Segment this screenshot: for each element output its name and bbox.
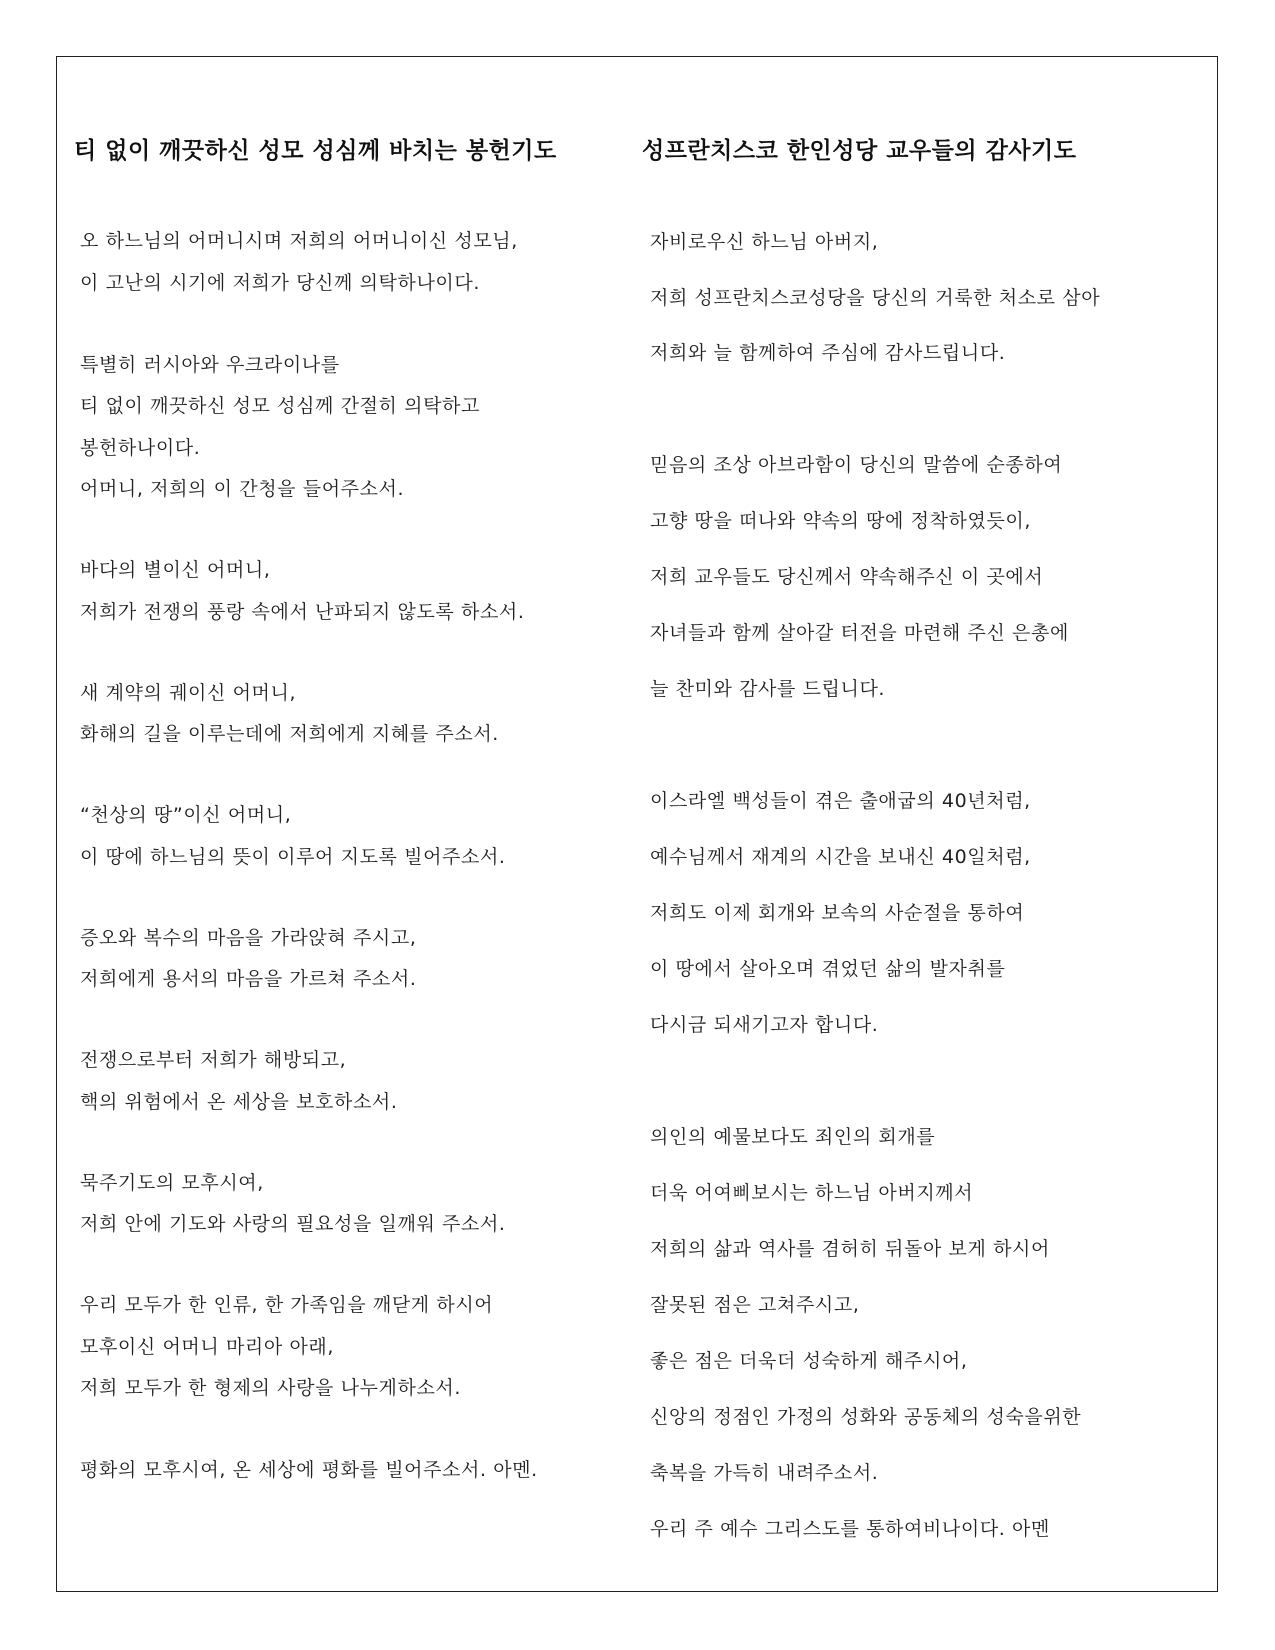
prayer-line: 축복을 가득히 내려주소서. xyxy=(650,1462,879,1484)
prayer-line: “천상의 땅”이신 어머니, xyxy=(80,804,292,826)
prayer-line: 우리 주 예수 그리스도를 통하여비나이다. 아멘 xyxy=(650,1518,1050,1540)
prayer-line: 늘 찬미와 감사를 드립니다. xyxy=(650,678,886,700)
prayer-line: 고향 땅을 떠나와 약속의 땅에 정착하였듯이, xyxy=(650,510,1032,532)
prayer-line: 특별히 러시아와 우크라이나를 xyxy=(80,354,340,376)
prayer-line: 봉헌하나이다. xyxy=(80,437,201,459)
prayer-line: 화해의 길을 이루는데에 저희에게 지혜를 주소서. xyxy=(80,723,499,745)
prayer-line: 증오와 복수의 마음을 가라앉혀 주시고, xyxy=(80,927,417,949)
prayer-line: 이 땅에 하느님의 뜻이 이루어 지도록 빌어주소서. xyxy=(80,846,506,868)
prayer-line: 자녀들과 함께 살아갈 터전을 마련해 주신 은총에 xyxy=(650,622,1069,644)
right-prayer-title: 성프란치스코 한인성당 교우들의 감사기도 xyxy=(642,138,1077,164)
prayer-line: 저희 안에 기도와 사랑의 필요성을 일깨워 주소서. xyxy=(80,1213,506,1235)
prayer-line: 저희도 이제 회개와 보속의 사순절을 통하여 xyxy=(650,902,1025,924)
left-prayer-title: 티 없이 깨끗하신 성모 성심께 바치는 봉헌기도 xyxy=(74,138,557,164)
prayer-line: 신앙의 정점인 가정의 성화와 공동체의 성숙을위한 xyxy=(650,1406,1082,1428)
prayer-line: 저희의 삶과 역사를 겸허히 뒤돌아 보게 하시어 xyxy=(650,1238,1050,1260)
prayer-line: 전쟁으로부터 저희가 해방되고, xyxy=(80,1049,347,1071)
prayer-line: 저희가 전쟁의 풍랑 속에서 난파되지 않도록 하소서. xyxy=(80,601,525,623)
prayer-line: 의인의 예물보다도 죄인의 회개를 xyxy=(650,1126,936,1148)
prayer-line: 다시금 되새기고자 합니다. xyxy=(650,1014,879,1036)
prayer-line: 믿음의 조상 아브라함이 당신의 말씀에 순종하여 xyxy=(650,454,1063,476)
prayer-line: 더욱 어여삐보시는 하느님 아버지께서 xyxy=(650,1182,974,1204)
prayer-line: 우리 모두가 한 인류, 한 가족임을 깨닫게 하시어 xyxy=(80,1294,494,1316)
prayer-line: 핵의 위험에서 온 세상을 보호하소서. xyxy=(80,1091,398,1113)
prayer-line: 잘못된 점은 고쳐주시고, xyxy=(650,1294,860,1316)
prayer-line: 저희 모두가 한 형제의 사랑을 나누게하소서. xyxy=(80,1377,462,1399)
prayer-line: 예수님께서 재계의 시간을 보내신 40일처럼, xyxy=(650,846,1031,868)
prayer-line: 새 계약의 궤이신 어머니, xyxy=(80,682,297,704)
prayer-line: 이스라엘 백성들이 겪은 출애굽의 40년처럼, xyxy=(650,790,1031,812)
prayer-line: 저희에게 용서의 마음을 가르쳐 주소서. xyxy=(80,968,417,990)
prayer-line: 저희 교우들도 당신께서 약속해주신 이 곳에서 xyxy=(650,566,1044,588)
prayer-line: 티 없이 깨끗하신 성모 성심께 간절히 의탁하고 xyxy=(80,395,480,417)
prayer-line: 모후이신 어머니 마리아 아래, xyxy=(80,1336,335,1358)
prayer-line: 저희와 늘 함께하여 주심에 감사드립니다. xyxy=(650,342,1006,364)
prayer-line: 평화의 모후시여, 온 세상에 평화를 빌어주소서. 아멘. xyxy=(80,1459,538,1481)
prayer-line: 바다의 별이신 어머니, xyxy=(80,559,271,581)
prayer-line: 오 하느님의 어머니시며 저희의 어머니이신 성모님, xyxy=(80,230,518,252)
prayer-line: 묵주기도의 모후시여, xyxy=(80,1172,264,1194)
prayer-line: 저희 성프란치스코성당을 당신의 거룩한 처소로 삼아 xyxy=(650,287,1101,309)
prayer-line: 이 고난의 시기에 저희가 당신께 의탁하나이다. xyxy=(80,272,480,294)
prayer-line: 어머니, 저희의 이 간청을 들어주소서. xyxy=(80,478,405,500)
prayer-line: 자비로우신 하느님 아버지, xyxy=(650,231,879,253)
prayer-line: 이 땅에서 살아오며 겪었던 삶의 발자취를 xyxy=(650,958,1006,980)
prayer-line: 좋은 점은 더욱더 성숙하게 해주시어, xyxy=(650,1350,968,1372)
